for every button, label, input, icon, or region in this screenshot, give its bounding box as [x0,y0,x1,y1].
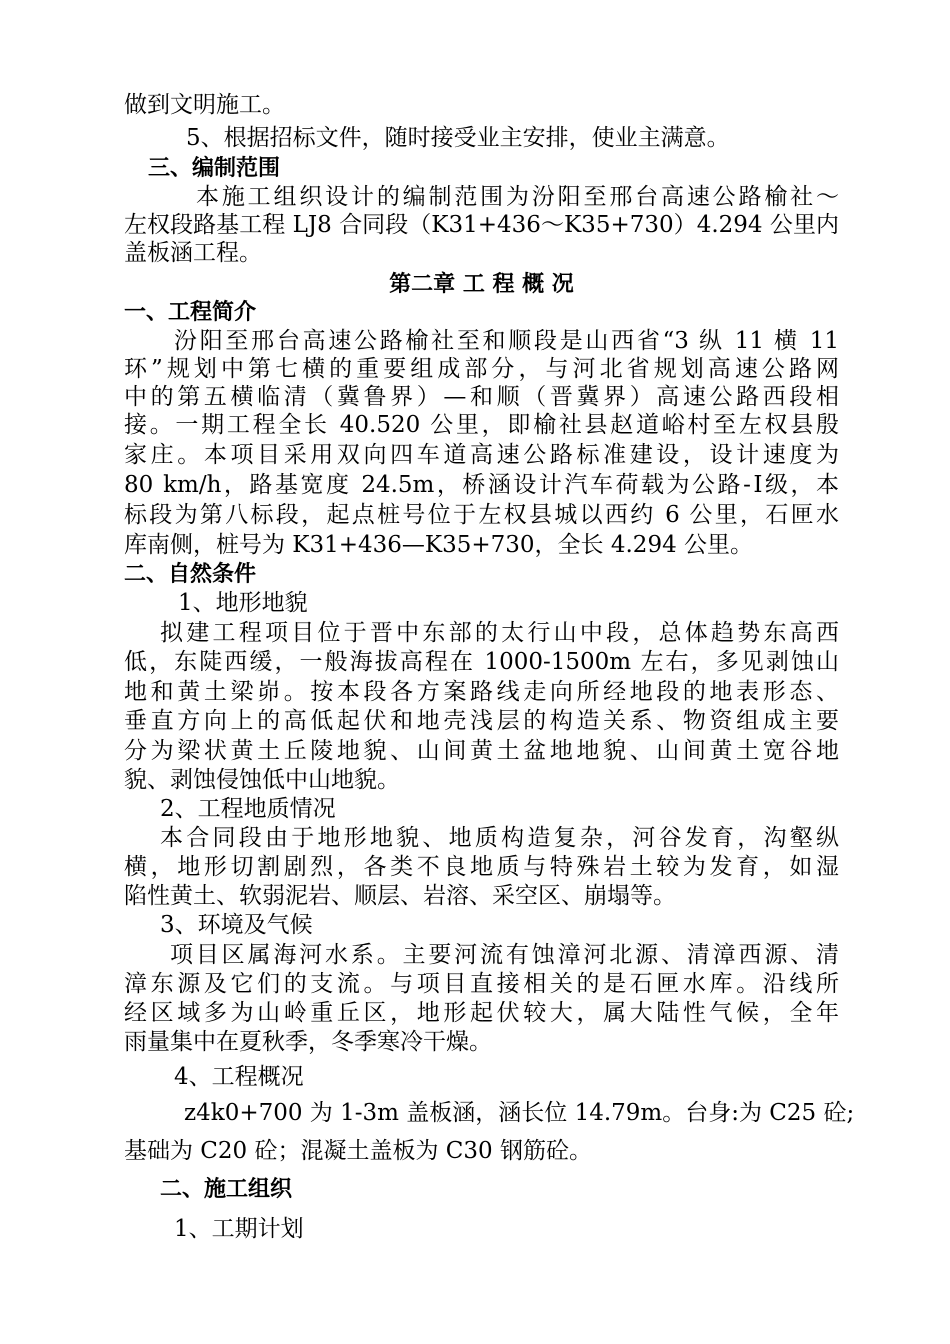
text-line: 家庄。本项目采用双向四车道高速公路标准建设，设计速度为 [124,442,839,468]
text-line: 标段为第八标段，起点桩号位于左权县城以西约 6 公里，石匣水 [124,502,839,528]
text-line: 地和黄土梁峁。按本段各方案路线走向所经地段的地表形态、 [124,679,839,705]
text-line: 中的第五横临清（冀鲁界）—和顺（晋冀界）高速公路西段相 [124,384,839,410]
text-line: 貌、剥蚀侵蚀低中山地貌。 [124,767,400,793]
subsection-heading: 2、工程地质情况 [160,796,336,822]
text-line: 基础为 C20 砼；混凝土盖板为 C30 钢筋砼。 [124,1138,592,1164]
section-heading: 二、施工组织 [160,1177,293,1202]
text-line: 分为梁状黄土丘陵地貌、山间黄土盆地地貌、山间黄土宽谷地 [124,738,839,764]
subsection-heading: 4、工程概况 [174,1064,304,1090]
text-line: 经区域多为山岭重丘区，地形起伏较大，属大陆性气候，全年 [124,1000,839,1026]
text-line: 接。一期工程全长 40.520 公里，即榆社县赵道峪村至左权县殷 [124,412,839,438]
section-heading: 二、自然条件 [124,562,257,587]
text-line: 拟建工程项目位于晋中东部的太行山中段，总体趋势东高西 [160,620,839,646]
text-line: 低，东陡西缓，一般海拔高程在 1000-1500m 左右，多见剥蚀山 [124,649,839,675]
text-line: 5、根据招标文件，随时接受业主安排，使业主满意。 [186,125,730,151]
text-line: 汾阳至邢台高速公路榆社至和顺段是山西省“3 纵 11 横 11 [174,328,839,354]
section-heading: 一、工程简介 [124,300,257,325]
text-line: 做到文明施工。 [124,92,285,118]
text-line: 左权段路基工程 LJ8 合同段（K31+436～K35+730）4.294 公里内 [124,212,839,238]
text-line: 本合同段由于地形地貌、地质构造复杂，河谷发育，沟壑纵 [160,825,839,851]
subsection-heading: 3、环境及气候 [160,912,313,938]
subsection-heading: 1、工期计划 [174,1216,304,1242]
text-line: 陷性黄土、软弱泥岩、顺层、岩溶、采空区、崩塌等。 [124,883,676,909]
text-line: 本施工组织设计的编制范围为汾阳至邢台高速公路榆社～ [196,184,839,210]
text-line: z4k0+700 为 1-3m 盖板涵，涵长位 14.79m。台身:为 C25 砼; [184,1100,855,1126]
text-line: 雨量集中在夏秋季，冬季寒冷干燥。 [124,1029,492,1055]
text-line: 80 km/h，路基宽度 24.5m，桥涵设计汽车荷载为公路-Ⅰ级，本 [124,472,839,498]
chapter-title: 第二章 工 程 概 况 [389,272,574,297]
section-heading: 三、编制范围 [148,156,281,181]
text-line: 漳东源及它们的支流。与项目直接相关的是石匣水库。沿线所 [124,971,839,997]
text-line: 垂直方向上的高低起伏和地壳浅层的构造关系、物资组成主要 [124,708,839,734]
text-line: 盖板涵工程。 [124,240,262,266]
subsection-heading: 1、地形地貌 [178,590,308,616]
text-line: 横，地形切割剧烈，各类不良地质与特殊岩土较为发育，如湿 [124,854,839,880]
text-line: 库南侧，桩号为 K31+436—K35+730，全长 4.294 公里。 [124,532,754,558]
text-line: 项目区属海河水系。主要河流有蚀漳河北源、清漳西源、清 [170,942,839,968]
text-line: 环”规划中第七横的重要组成部分，与河北省规划高速公路网 [124,356,839,382]
